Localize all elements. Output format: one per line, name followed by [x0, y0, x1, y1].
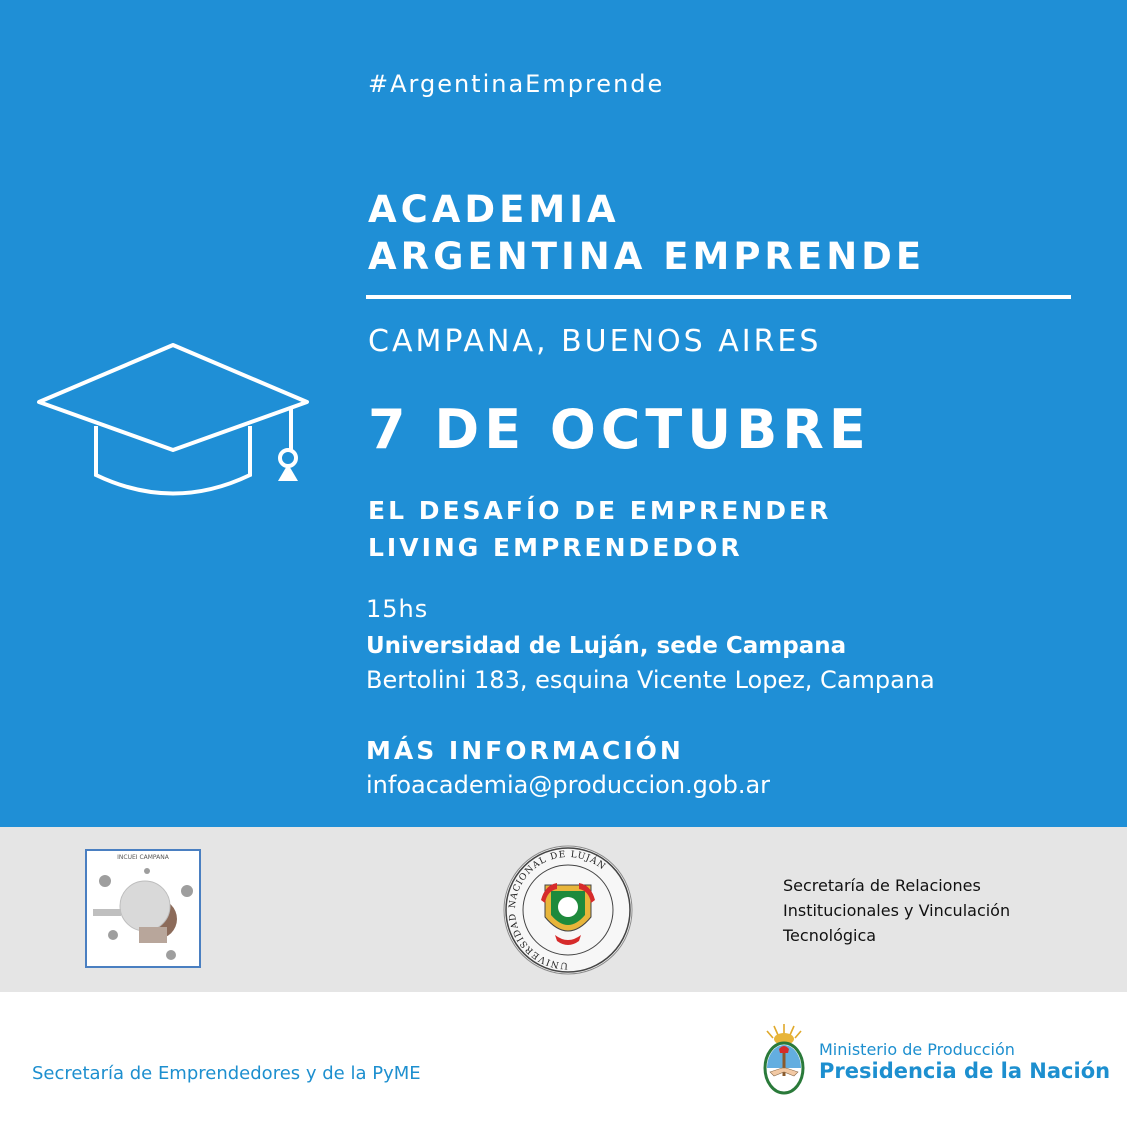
ministerio-produccion-text: Ministerio de Producción — [819, 1040, 1015, 1059]
event-location: CAMPANA, BUENOS AIRES — [368, 324, 822, 359]
more-info-label: MÁS INFORMACIÓN — [366, 736, 684, 765]
contact-email-link[interactable]: infoacademia@produccion.gob.ar — [366, 771, 771, 799]
event-subtitle — [368, 492, 831, 566]
incuei-logo-label: INCUEI CAMPANA — [117, 854, 169, 861]
event-time: 15hs — [366, 595, 429, 623]
event-title-line1: ACADEMIA — [368, 188, 620, 231]
footer — [0, 992, 1127, 1127]
graduation-cap-icon — [34, 340, 314, 510]
secretaria-line2: Institucionales y Vinculación — [783, 901, 1011, 920]
presidencia-nacion-text: Presidencia de la Nación — [819, 1059, 1111, 1083]
universidad-lujan-seal — [501, 845, 635, 975]
hashtag: #ArgentinaEmprende — [368, 70, 665, 98]
secretaria-relaciones-text — [783, 873, 1010, 948]
secretaria-pyme-text: Secretaría de Emprendedores y de la PyME — [32, 1063, 421, 1084]
event-date: 7 DE OCTUBRE — [368, 398, 871, 461]
event-venue: Universidad de Luján, sede Campana — [366, 633, 847, 659]
event-title-line2: ARGENTINA EMPRENDE — [368, 235, 926, 278]
secretaria-line1: Secretaría de Relaciones — [783, 876, 981, 895]
incuei-logo-graphic — [87, 851, 199, 966]
national-coat-of-arms-icon — [758, 1022, 810, 1102]
partner-logos-strip — [0, 827, 1127, 992]
title-divider — [366, 295, 1071, 299]
event-address: Bertolini 183, esquina Vicente Lopez, Campana — [366, 666, 935, 694]
incuei-campana-logo — [85, 849, 201, 968]
event-title — [368, 186, 925, 280]
university-seal-text: UNIVERSIDAD NACIONAL DE LUJÁN — [507, 849, 608, 971]
event-subtitle-line1: EL DESAFÍO DE EMPRENDER — [368, 496, 832, 525]
event-subtitle-line2: LIVING EMPRENDEDOR — [368, 533, 743, 562]
secretaria-line3: Tecnológica — [783, 926, 877, 945]
